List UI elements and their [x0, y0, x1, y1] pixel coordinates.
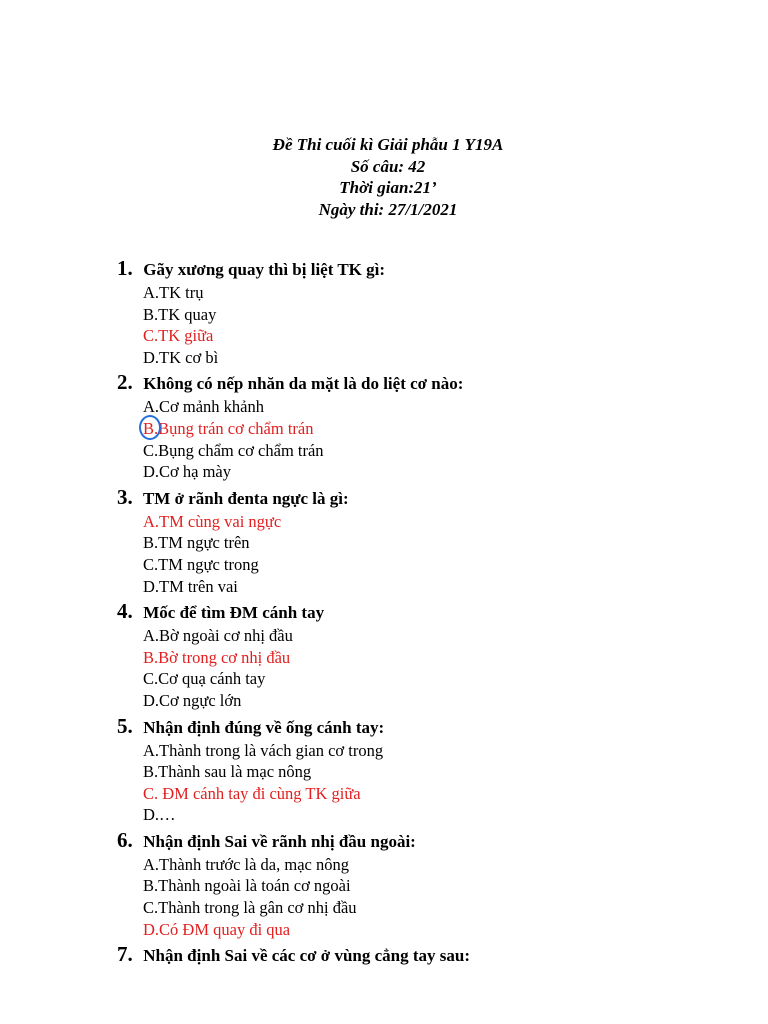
option-b: B.TM ngực trên	[143, 533, 250, 553]
option-c: C.Thành trong là gân cơ nhị đầu	[143, 898, 357, 918]
option-b: B.Thành ngoài là toán cơ ngoài	[143, 876, 351, 896]
option-c-correct: C.TK giữa	[143, 326, 214, 346]
option-a: A.Thành trong là vách gian cơ trong	[143, 740, 384, 760]
question-list	[117, 254, 737, 968]
option-d: D.Cơ ngực lớn	[143, 690, 242, 710]
question-stem	[117, 597, 737, 625]
option-d: D.TK cơ bì	[143, 347, 219, 367]
question-text: Gãy xương quay thì bị liệt TK gì:	[143, 260, 386, 279]
option-a: A.Bờ ngoài cơ nhị đầu	[143, 626, 293, 646]
exam-date: Ngày thi: 27/1/2021	[318, 199, 458, 219]
option-c-correct: C. ĐM cánh tay đi cùng TK giữa	[143, 783, 361, 803]
option-c: C.Bụng chẩm cơ chẩm trán	[143, 440, 324, 460]
option-b-text: B.Bụng trán cơ chẩm trán	[143, 418, 314, 438]
question-5	[117, 712, 737, 826]
question-number: 6.	[117, 827, 133, 852]
question-number: 4.	[117, 599, 133, 624]
option-a: A.Cơ mảnh khảnh	[143, 397, 265, 417]
question-text: Nhận định Sai về rãnh nhị đầu ngoài:	[143, 831, 416, 851]
circle-mark-icon	[139, 415, 161, 440]
option-b: B.TK quay	[143, 304, 217, 324]
question-7	[117, 940, 737, 968]
question-4	[117, 597, 737, 711]
question-stem	[117, 712, 737, 740]
question-3	[117, 483, 737, 597]
question-count: Số câu: 42	[350, 156, 426, 176]
question-stem	[117, 826, 737, 854]
exam-title: Đề Thi cuối kì Giải phẫu 1 Y19A	[272, 135, 504, 154]
question-stem	[117, 254, 737, 282]
question-number: 2.	[117, 370, 133, 395]
option-c: C.TM ngực trong	[143, 554, 259, 574]
question-number: 5.	[117, 713, 133, 738]
question-text: TM ở rãnh đenta ngực là gì:	[142, 488, 349, 508]
option-b: B.Thành sau là mạc nông	[143, 762, 312, 782]
option-d: D.…	[143, 805, 176, 825]
option-a: A.TK trụ	[143, 283, 204, 302]
option-d: D.TM trên vai	[143, 576, 238, 596]
option-list	[117, 740, 737, 826]
option-d: D.Cơ hạ mày	[143, 462, 232, 482]
question-stem	[117, 368, 737, 396]
exam-time: Thời gian:21’	[339, 178, 437, 197]
question-text: Nhận định Sai về các cơ ở vùng cẳng tay sau:	[143, 946, 471, 966]
option-b-correct	[143, 418, 737, 440]
exam-header	[0, 134, 768, 220]
question-number: 7.	[117, 942, 133, 967]
option-d-correct: D.Có ĐM quay đi qua	[143, 919, 291, 939]
question-number: 1.	[117, 256, 133, 280]
question-stem	[117, 483, 737, 511]
question-text: Mốc để tìm ĐM cánh tay	[143, 603, 325, 623]
question-2	[117, 368, 737, 482]
question-1	[117, 254, 737, 368]
question-text: Nhận định đúng về ống cánh tay:	[143, 717, 385, 737]
option-c: C.Cơ quạ cánh tay	[143, 669, 266, 689]
question-text: Không có nếp nhăn da mặt là do liệt cơ nào:	[143, 374, 464, 394]
option-a: A.Thành trước là da, mạc nông	[143, 854, 349, 874]
question-number: 3.	[117, 484, 133, 509]
option-list	[117, 282, 737, 368]
question-stem	[117, 940, 737, 968]
option-a-correct: A.TM cùng vai ngực	[143, 511, 282, 531]
option-list	[117, 396, 737, 482]
question-6	[117, 826, 737, 940]
option-list	[117, 854, 737, 940]
option-list	[117, 511, 737, 597]
option-b-correct: B.Bờ trong cơ nhị đầu	[143, 647, 291, 667]
option-list	[117, 625, 737, 711]
